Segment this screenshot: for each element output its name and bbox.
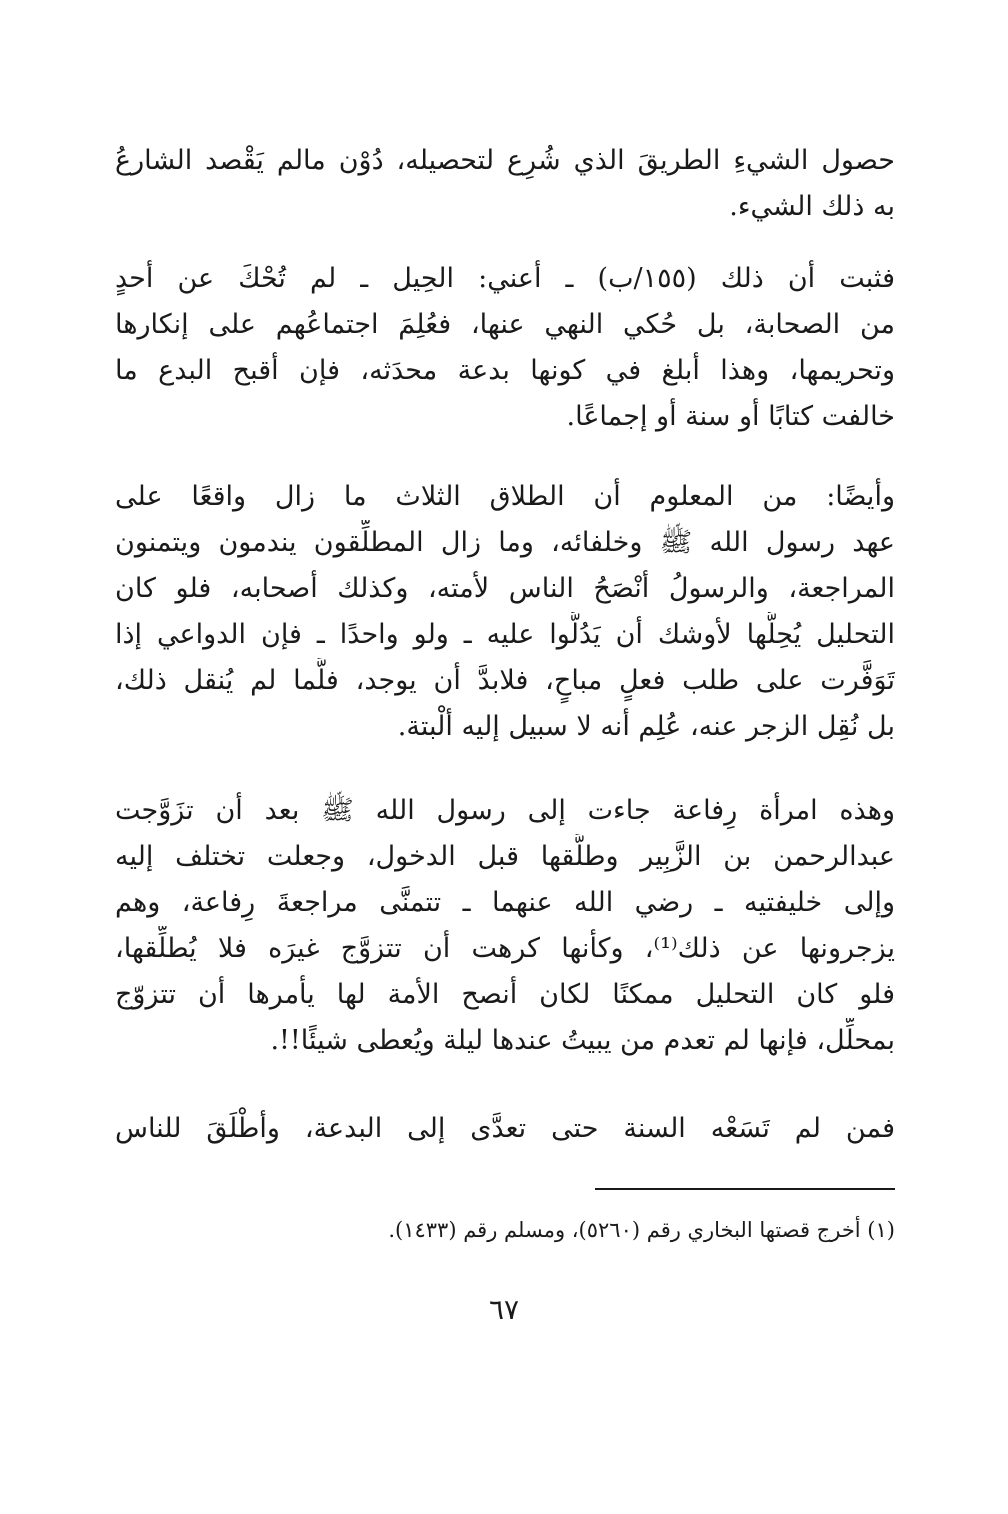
text-line: وهذه امرأة رِفاعة جاءت إلى رسول الله ﷺ بعد أن تزَوَّجت bbox=[115, 795, 895, 826]
text-line: فمن لم تَسَعْه السنة حتى تعدَّى إلى البدعة، وأطْلَقَ للناس bbox=[115, 1113, 895, 1144]
footnote: (١) أخرج قصتها البخاري رقم (٥٢٦٠)، ومسلم رقم (١٤٣٣). bbox=[388, 1218, 895, 1242]
paragraph-3 bbox=[115, 474, 895, 750]
paragraph-5 bbox=[115, 1106, 895, 1152]
text-line: التحليل يُحِلُّها لأوشك أن يَدُلُّوا عليه ـ ولو واحدًا ـ فإن الدواعي إذا bbox=[115, 619, 895, 650]
text-line: حصول الشيءِ الطريقَ الذي شُرِع لتحصيله، دُوْن مالم يَقْصد الشارعُ bbox=[115, 145, 895, 176]
text-line: يزجرونها عن ذلك⁽¹⁾، وكأنها كرهت أن تتزوَّج غيرَه فلا يُطلِّقها، bbox=[115, 933, 895, 964]
text-line: به ذلك الشيء. bbox=[729, 191, 895, 222]
text-line: المراجعة، والرسولُ أنْصَحُ الناس لأمته، وكذلك أصحابه، فلو كان bbox=[115, 573, 895, 604]
text-line: من الصحابة، بل حُكي النهي عنها، فعُلِمَ اجتماعُهم على إنكارها bbox=[115, 309, 895, 340]
text-line: وتحريمها، وهذا أبلغ في كونها بدعة محدَثه، فإن أقبح البدع ما bbox=[115, 355, 895, 386]
text-line: عهد رسول الله ﷺ وخلفائه، وما زال المطلِّقون يندمون ويتمنون bbox=[115, 527, 895, 558]
text-line: تَوَفَّرت على طلب فعلٍ مباحٍ، فلابدَّ أن يوجد، فلَّما لم يُنقل ذلك، bbox=[115, 665, 895, 696]
text-line: بل نُقِل الزجر عنه، عُلِم أنه لا سبيل إليه ألْبتة. bbox=[397, 711, 895, 742]
paragraph-2 bbox=[115, 256, 895, 440]
paragraph-1 bbox=[115, 138, 895, 230]
page-number: ٦٧ bbox=[488, 1293, 520, 1326]
text-line: فلو كان التحليل ممكنًا لكان أنصح الأمة لها يأمرها أن تتزوّج bbox=[115, 979, 895, 1010]
text-line: وإلى خليفتيه ـ رضي الله عنهما ـ تتمنَّى مراجعةَ رِفاعة، وهم bbox=[115, 887, 895, 918]
paragraph-4 bbox=[115, 788, 895, 1064]
text-line: وأيضًا: من المعلوم أن الطلاق الثلاث ما زال واقعًا على bbox=[115, 481, 895, 512]
text-line: فثبت أن ذلك (١٥٥/ب) ـ أعني: الحِيل ـ لم تُحْكَ عن أحدٍ bbox=[115, 263, 895, 294]
text-line: بمحلِّل، فإنها لم تعدم من يبيتُ عندها ليلة ويُعطى شيئًا!!. bbox=[270, 1025, 895, 1056]
footnote-divider bbox=[595, 1188, 895, 1190]
text-line: عبدالرحمن بن الزَّبِير وطلَّقها قبل الدخول، وجعلت تختلف إليه bbox=[115, 841, 895, 872]
text-line: خالفت كتابًا أو سنة أو إجماعًا. bbox=[566, 401, 895, 432]
